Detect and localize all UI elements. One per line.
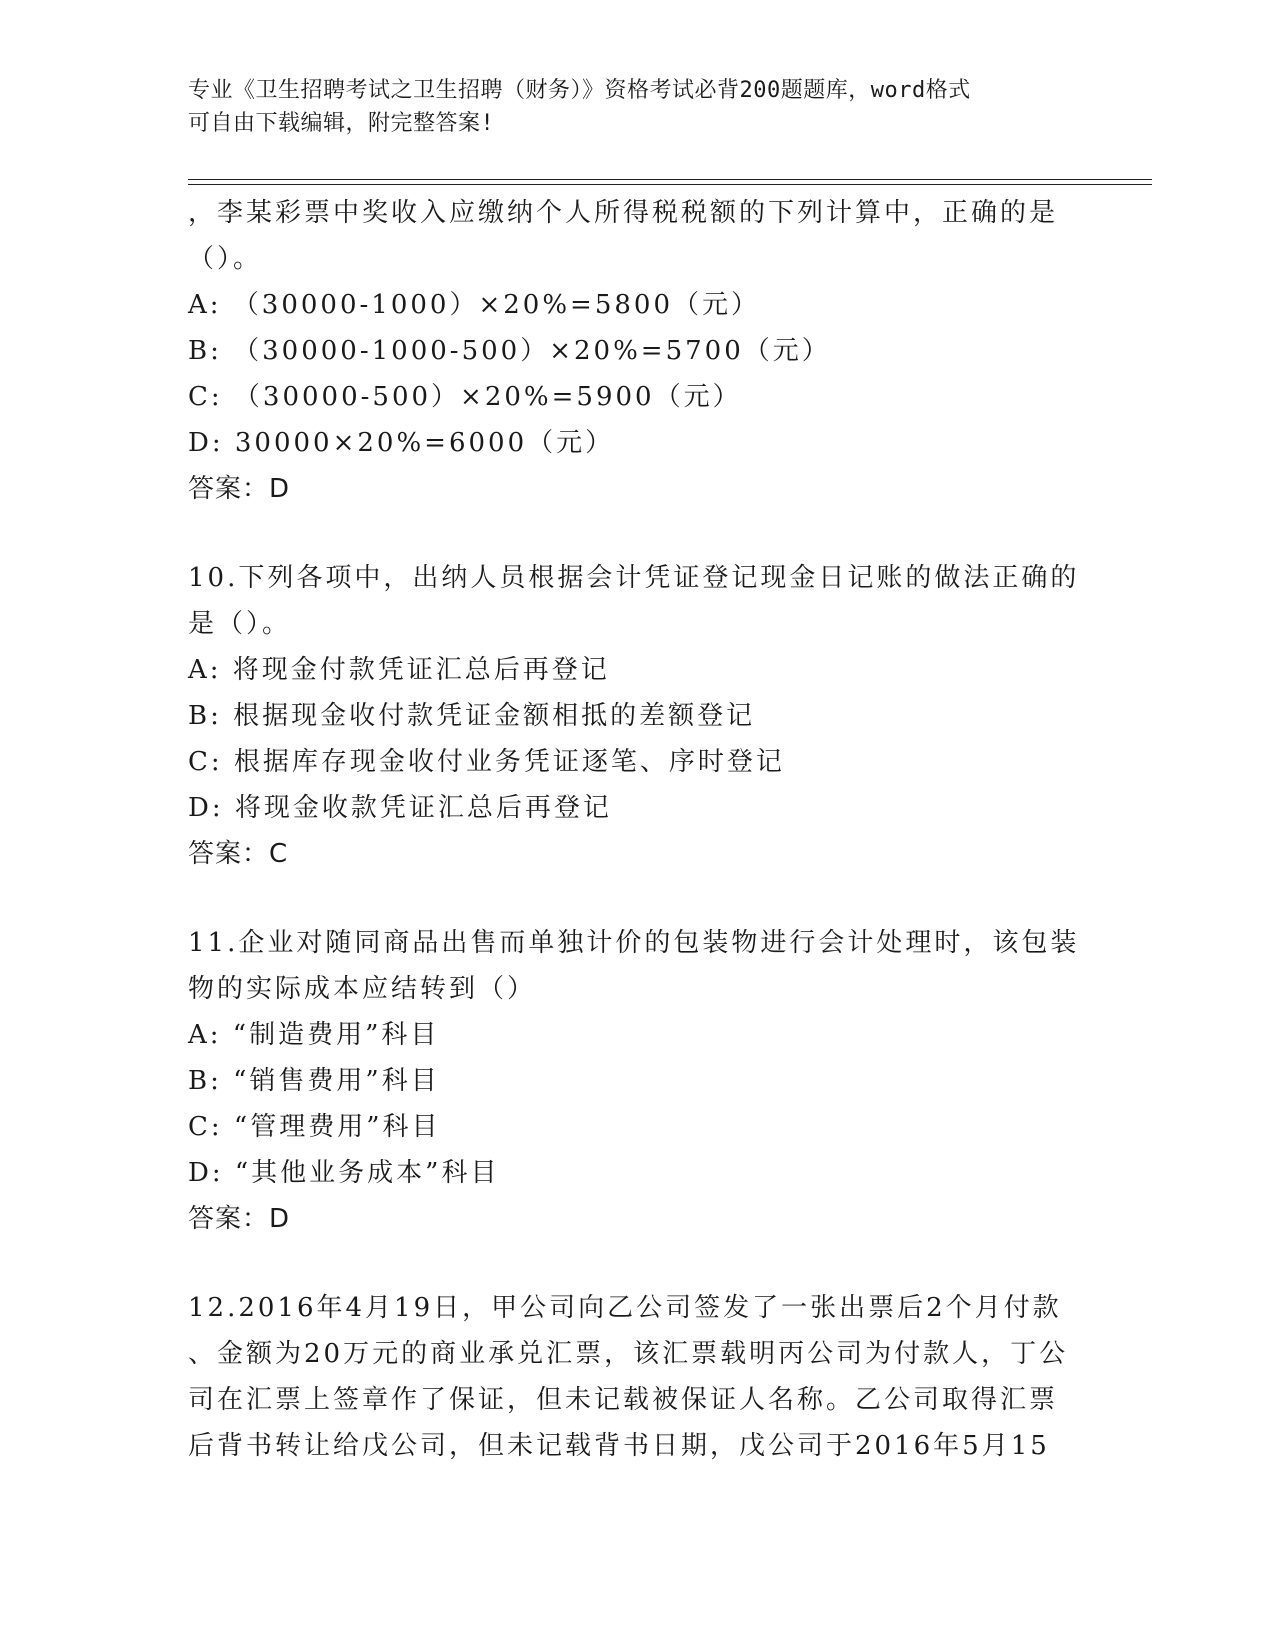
question-stem-line: 、金额为20万元的商业承兑汇票，该汇票载明丙公司为付款人，丁公 — [188, 1339, 1069, 1369]
document-body — [188, 190, 1088, 1469]
question-stem-line: 11.企业对随同商品出售而单独计价的包装物进行会计处理时，该包装 — [188, 928, 1080, 958]
option-c: C: “管理费用”科目 — [188, 1112, 441, 1142]
question-stem-line: 10.下列各项中，出纳人员根据会计凭证登记现金日记账的做法正确的 — [188, 563, 1080, 593]
document-header — [188, 74, 1088, 140]
question-12 — [188, 1285, 1088, 1469]
option-c: C: （30000-500）×20%=5900（元） — [188, 382, 742, 412]
option-b: B: “销售费用”科目 — [188, 1066, 440, 1096]
question-stem-line: ，李某彩票中奖收入应缴纳个人所得税税额的下列计算中，正确的是 — [188, 198, 1059, 228]
question-stem-line: 是（）。 — [188, 609, 292, 639]
question-stem-line: 司在汇票上签章作了保证，但未记载被保证人名称。乙公司取得汇票 — [188, 1385, 1059, 1415]
option-a: A: “制造费用”科目 — [188, 1020, 440, 1050]
question-10 — [188, 555, 1088, 877]
option-b: B: （30000-1000-500）×20%=5700（元） — [188, 336, 831, 366]
question-stem-line: 后背书转让给戊公司，但未记载背书日期，戊公司于2016年5月15 — [188, 1431, 1050, 1461]
header-line-1: 专业《卫生招聘考试之卫生招聘（财务）》资格考试必背200题题库，word格式 — [188, 78, 971, 103]
answer-line: 答案：D — [188, 474, 291, 504]
option-d: D: “其他业务成本”科目 — [188, 1158, 500, 1188]
question-stem-line: （）。 — [188, 244, 263, 274]
option-b: B: 根据现金收付款凭证金额相抵的差额登记 — [188, 701, 756, 731]
header-divider-bottom — [188, 184, 1152, 185]
answer-line: 答案：D — [188, 1204, 291, 1234]
option-a: A: 将现金付款凭证汇总后再登记 — [188, 655, 610, 685]
option-c: C: 根据库存现金收付业务凭证逐笔、序时登记 — [188, 747, 785, 777]
question-9 — [188, 190, 1088, 512]
question-11 — [188, 920, 1088, 1242]
option-a: A: （30000-1000）×20%=5800（元） — [188, 290, 760, 320]
header-divider-top — [188, 179, 1152, 180]
question-stem-line: 物的实际成本应结转到（） — [188, 974, 537, 1004]
option-d: D: 将现金收款凭证汇总后再登记 — [188, 793, 612, 823]
header-line-2: 可自由下载编辑，附完整答案! — [188, 111, 495, 136]
answer-line: 答案：C — [188, 839, 289, 869]
option-d: D: 30000×20%=6000（元） — [188, 428, 615, 458]
question-stem-line: 12.2016年4月19日，甲公司向乙公司签发了一张出票后2个月付款 — [188, 1293, 1062, 1323]
